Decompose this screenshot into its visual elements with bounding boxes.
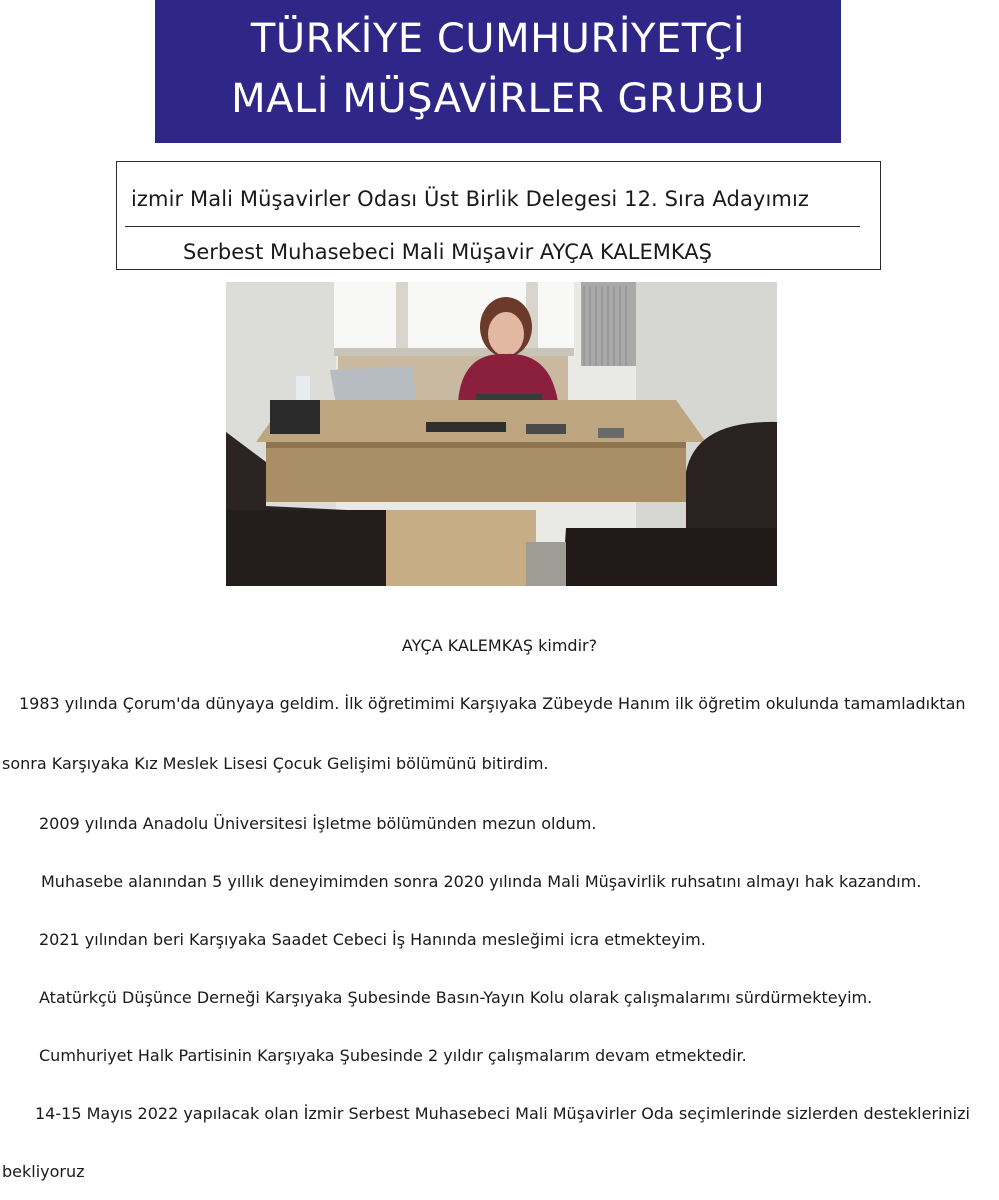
bio-paragraph-7-line-2: bekliyoruz <box>2 1162 85 1181</box>
bio-paragraph-7-line-1: 14-15 Mayıs 2022 yapılacak olan İzmir Serbest Muhasebeci Mali Müşavirler Oda seçimlerinde sizlerden desteklerinizi <box>35 1104 970 1123</box>
candidate-office-photo <box>226 282 777 586</box>
bio-paragraph-1-line-1: 1983 yılında Çorum'da dünyaya geldim. İlk öğretimimi Karşıyaka Zübeyde Hanım ilk öğretim okulunda tamamladıktan <box>19 694 966 713</box>
office-portrait-illustration <box>226 282 777 586</box>
bio-heading: AYÇA KALEMKAŞ kimdir? <box>401 636 598 655</box>
bio-paragraph-6: Cumhuriyet Halk Partisinin Karşıyaka Şubesinde 2 yıldır çalışmalarım devam etmektedir. <box>39 1046 747 1065</box>
bio-paragraph-1-line-2: sonra Karşıyaka Kız Meslek Lisesi Çocuk Gelişimi bölümünü bitirdim. <box>2 754 549 773</box>
banner-title-line-2: MALİ MÜŞAVİRLER GRUBU <box>231 76 765 122</box>
group-banner <box>155 0 841 143</box>
candidate-title-text: Serbest Muhasebeci Mali Müşavir AYÇA KALEMKAŞ <box>183 240 712 264</box>
divider-line <box>125 226 860 227</box>
bio-paragraph-2: 2009 yılında Anadolu Üniversitesi İşletme bölümünden mezun oldum. <box>39 814 597 833</box>
bio-paragraph-5: Atatürkçü Düşünce Derneği Karşıyaka Şubesinde Basın-Yayın Kolu olarak çalışmalarımı sürdürmekteyim. <box>39 988 873 1007</box>
bio-paragraph-3: Muhasebe alanından 5 yıllık deneyimimden sonra 2020 yılında Mali Müşavirlik ruhsatını almayı hak kazandım. <box>41 872 922 891</box>
delegate-candidacy-text: izmir Mali Müşavirler Odası Üst Birlik Delegesi 12. Sıra Adayımız <box>131 187 809 211</box>
candidate-info-box <box>116 161 881 270</box>
bio-paragraph-4: 2021 yılından beri Karşıyaka Saadet Cebeci İş Hanında mesleğimi icra etmekteyim. <box>39 930 706 949</box>
banner-title-line-1: TÜRKİYE CUMHURİYETÇİ <box>250 16 746 62</box>
